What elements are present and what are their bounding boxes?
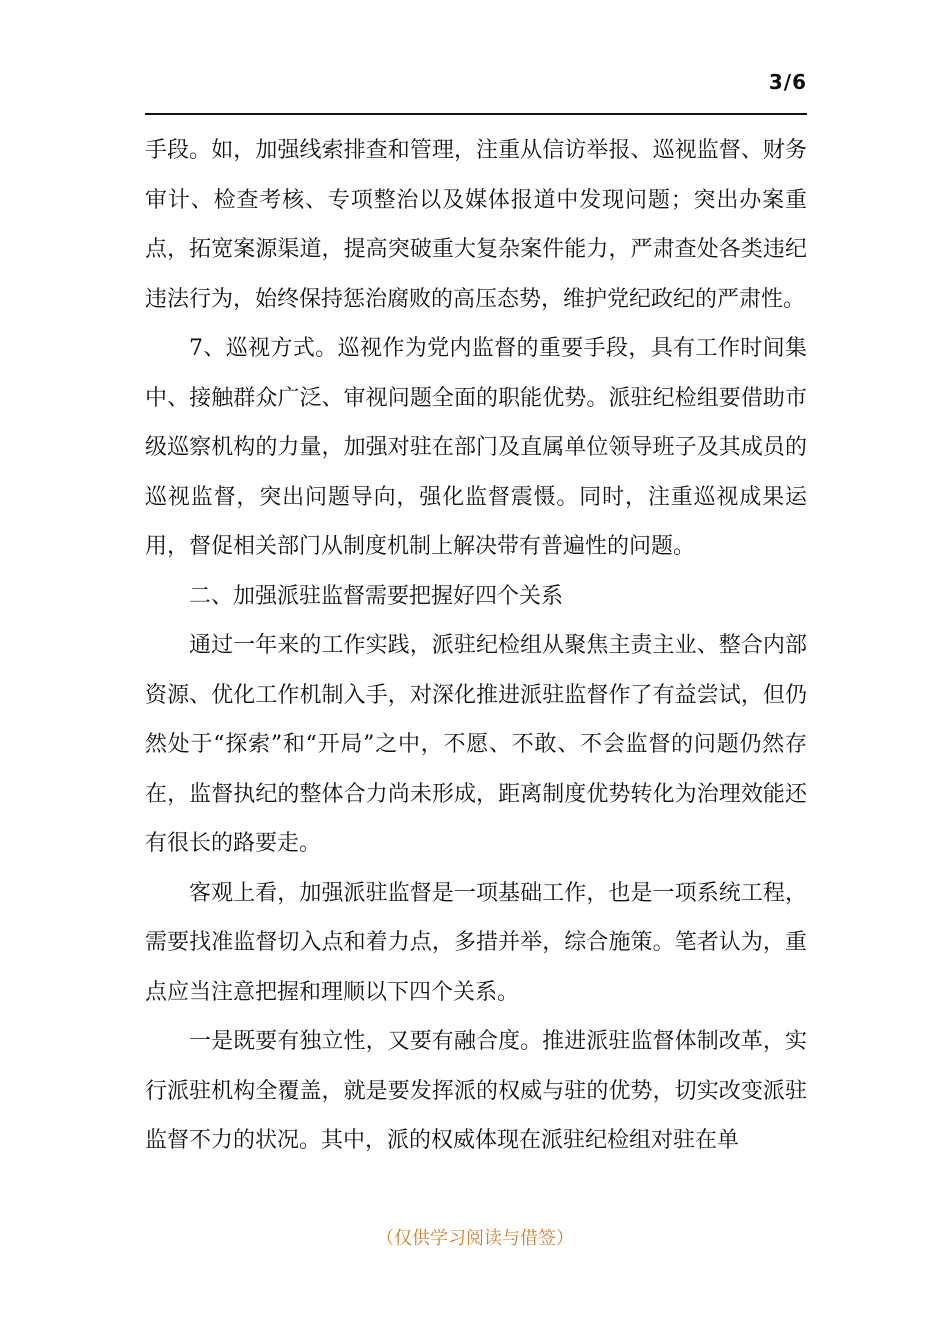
footer-note: （仅供学习阅读与借签） [376, 1228, 574, 1249]
paragraph-continuation: 手段。如，加强线索排查和管理，注重从信访举报、巡视监督、财务审计、检查考核、专项整治以及媒体报道中发现问题；突出办案重点，拓宽案源渠道，提高突破重大复杂案件能力，严肃查处各类违纪违法行为，始终保持惩治腐败的高压态势，维护党纪政纪的严肃性。 [145, 138, 807, 312]
paragraph-inspection-method: 7、巡视方式。巡视作为党内监督的重要手段，具有工作时间集中、接触群众广泛、审视问题全面的职能优势。派驻纪检组要借助市级巡察机构的力量，加强对驻在部门及直属单位领导班子及其成员的巡视监督，突出问题导向，强化监督震慑。同时，注重巡视成果运用，督促相关部门从制度机制上解决带有普遍性的问题。 [145, 336, 807, 559]
document-body [145, 126, 807, 1166]
header-divider [145, 113, 807, 115]
paragraph-practice: 通过一年来的工作实践，派驻纪检组从聚焦主责主业、整合内部资源、优化工作机制入手，对深化推进派驻监督作了有益尝试，但仍然处于“探索”和“开局”之中，不愿、不敢、不会监督的问题仍然存在，监督执纪的整体合力尚未形成，距离制度优势转化为治理效能还有很长的路要走。 [145, 633, 807, 856]
section-heading: 二、加强派驻监督需要把握好四个关系 [189, 583, 564, 609]
paragraph-independence: 一是既要有独立性，又要有融合度。推进派驻监督体制改革，实行派驻机构全覆盖，就是要发挥派的权威与驻的优势，切实改变派驻监督不力的状况。其中，派的权威体现在派驻纪检组对驻在单 [145, 1029, 807, 1153]
paragraph-objective-view: 客观上看，加强派驻监督是一项基础工作，也是一项系统工程，需要找准监督切入点和着力点，多措并举，综合施策。笔者认为，重点应当注意把握和理顺以下四个关系。 [145, 880, 807, 1005]
page-number: 3/6 [768, 70, 807, 94]
